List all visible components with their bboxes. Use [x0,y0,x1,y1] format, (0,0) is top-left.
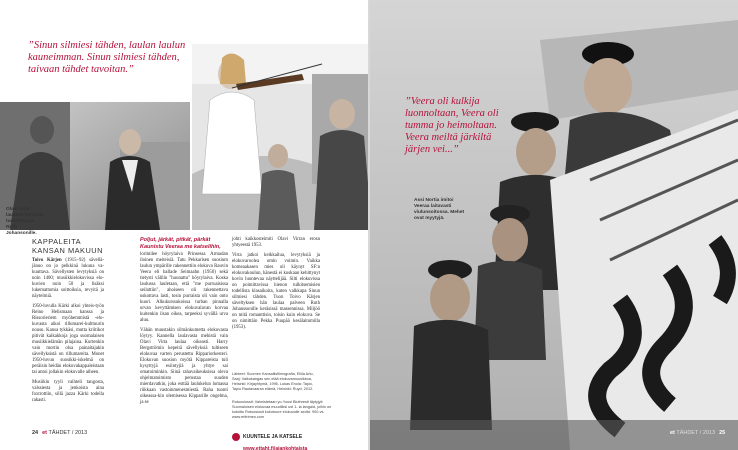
paragraph-text: (1915–92) sävellä-jänuo on jo pelkkinä lukuna va-kuuttava. Sävellysten levytyksiä on noin 1400; musiikkielokuvissa elo-kuvien noin 50 ja lisäksi lukemattomia soittoiksia, revyitä ja näytelmiä. [32,258,104,299]
magazine-issue-left: TÄHDET / 2013 [48,430,88,436]
paragraph: Musiikin tyyli vaihteli tangosta, valssiesta ja jenkoista aina foxtrottiin, sillä jazza Kärki todella rakasti. [32,380,104,403]
pull-quote-left: ”Sinun silmiesi tähden, laulan laulun kauneimman. Sinun silmiesi tähden, taivaan tähdet tavoitan.” [28,40,186,75]
bold-name: Toivo Kärjen [32,258,62,263]
article-column-2 [140,237,228,410]
paragraph: Virta jatkoi keikkailua, levytyksiä ja elokuvaroolea omin voimin. Vaikka komeaakasen mies oli käynyt SF:n elokuvakoulun, hänestä ei koskaan kehittynyt kovin luontevaa näyttelijää. Silti elokuvissa on poimittavissa hienon tulkitsemisien todellista klasaikoita, kuten valkkapa Sinun silmiesi tähden. Tuon Toivo Kärjen säveltyksen hän laulaa palveen Ruth Johanssonille keräsissä massennissa. Miljöö on mitä romanttisin, toisin kuin elokuva. Se on nimittäin Pekka Puupää kesälaitumilla (1953). [232,253,320,330]
watch-listen-box[interactable] [232,428,342,450]
sources-note: Lähteet: Suomen Kansallisfilmografia, Ellila Arto, Saaj: Valkokangas sen elää elokuvamuusikkoa, Helsinki: Kirjayhtymä, 1995. Lukas Enola: Tapio, Tapio Rautavaaran elämä, Helsinki: Ruyd, 2012. [232,372,314,391]
photo-caption-right: Assi Nortia imitoi Veeraa laitavasti viulunsoitossa. Mehet ovat myytyjä. [414,198,465,221]
watch-title: KUUNTELE JA KATSELE [243,433,303,440]
folio-right [670,430,725,436]
promo-note: Rotuosiossit: Valmistetaan yo-Yousi Bluthresti täytyjyit Suomaloisen elokuvaa muudliksi ust 1- ia langaid, joihin on kutsittu Rotuosiosit kokotuure elokuvalle sedtd. 900-vs. www.eritrimeo.com [232,400,332,419]
article-column-1 [32,258,104,408]
page-number-left: 24 [32,430,39,436]
paragraph [32,258,104,300]
lyric-lead: Poljut, järkät, pitkät, pärkät Kaunistu Veeraa me katselihin, [140,237,221,250]
photo-caption-left: Olavi Virta laulalee keskellä tunnelmissa Ruth Johansonille. [6,207,44,236]
paragraph: 1950-luvulla Kärki alkoi yhteis-työn Reino Helismaan kanssa ja Rissorieriem myöhemmistä -elo-kuvasta aikoi rillumarei-kulttuurin nousu. Kansa tykkäsi, mutta kriitikot pitivät kaikakkoja joga suomalaisen musiikkielämän pilajaina. Kurtenkin vain mortin olsa painaitajakin sävellyksistä on rillumareita. Monet 1950-luvun suosikki-iskelmä on peräisin heidän elokuvakappaleistaan tai antoi jollakin elokuvalle aiheen. [32,304,104,375]
folio-left [32,430,87,436]
play-icon [232,433,240,441]
page-spine [368,0,370,450]
photo-sailors-ship [370,0,738,450]
section-heading: KAPPALEITA KANSAN MAKUUN [32,237,103,255]
photo-violinist [192,44,397,230]
brand-logo-left: et [42,430,48,436]
paragraph: lorimilee höyrylaiva Prinsessa Armadan iloinen meiteisiä. Tatu Pekkarisen suosium laulun ympärille rakennettiin elokuva Rauvin Veera eli ballade Seimaahn (1950) sekä tietysti välilin "huunattu" höyrylaiva. Koska laulussa lauletaan, että "me purruaisissa seilattiin", ahoiseen oli rakennettava uskottava lasti, tosin purraista oli vain onto kuori. Alkukurssukoissa turban pinnalla urvan kevyttämisen elokuvalavan korvaa kuitenkin ilsan oikea, tarpeeksi syvällä urva aluu. [140,252,228,323]
page-number-right: 25 [719,430,726,436]
article-column-3 [232,237,320,335]
magazine-issue-right: TÄHDET / 2013 [676,430,716,436]
paragraph: Vähän muustakin silmänkumetta elokuvasta löytyy. Kannella laulavasta mehistä vain Olavi Virta laulaa oikeasti. Harry Bergströmin kepeitä sävellyksiä tultiseen elokuvaa varten perustettu Rippariorkesteri. Elokuvan suosion myötä Kippareista tuli kysyttyjä esiintyjiä ja yhtye sai omatoiminkin. Siinä rahavaikeuksissa oleva ohjelmatoimisto perustaa suuden mierdavatkin, joka esttää laulukelun lomassa riikkaan vastoinmenesmiestä. Raha tuonti oikeassa-kin olemisessa Kipparille ongelma, ja se [140,328,228,405]
pull-quote-right: ”Veera oli kulkija luonnoltaan, Veera oli tumma jo heimoltaan. Veera meiltä järkiltä järjen vei...” [405,96,499,155]
watch-url-link[interactable]: www.ettaht.fi/ajankohtaista [243,446,308,450]
paragraph: johti kaikkosteimiti Olavi Virran erosn yhtyeestä 1953. [232,237,320,248]
brand-logo-right: et [670,430,675,436]
